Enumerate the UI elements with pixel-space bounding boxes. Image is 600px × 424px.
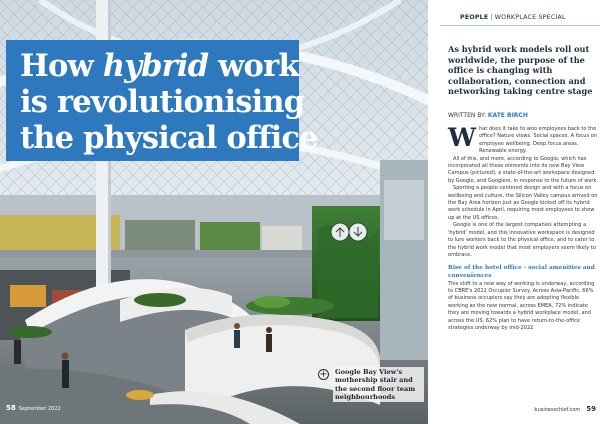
paragraph-2: All of this, and more, according to Google, which has incorporated all these elements into its new Bay View Campus (pictured), a state-of-the-art workspace designed by Google, and Googlers, in response to the future of work.: [448, 155, 599, 184]
header-rule: [440, 25, 600, 26]
right-page-number: 59: [586, 405, 596, 413]
left-folio: [6, 404, 61, 412]
headline-line-2: is revolutionising: [20, 84, 305, 120]
author-name: KATE BIRCH: [487, 112, 528, 119]
paragraph-4: Google is one of the largest companies attempting a 'hybrid' model, and this innovative workspace is designed to lure workers back to the physical office, and to cater to the hybrid work model that most employers seem likely to embrace.: [448, 222, 596, 258]
standfirst: As hybrid work models roll out worldwide, the purpose of the office is changing with collaboration, connection and networking taking centre stage: [448, 44, 593, 97]
byline-prefix: WRITTEN BY:: [448, 112, 486, 119]
left-page-number: 58: [6, 404, 16, 412]
headline-box: [6, 40, 318, 161]
drop-cap: W: [448, 123, 477, 152]
article-page: [428, 0, 600, 424]
headline-part-2: work: [208, 48, 299, 84]
article-headline: [20, 48, 318, 156]
headline-part-1: How: [20, 48, 103, 84]
paragraph-1: hat does it take to woo employees back to the office? Nature views. Social spaces. A focus on employee wellbeing. Deep focus areas. Renewable energy.: [479, 126, 598, 155]
right-folio: [534, 405, 596, 413]
section-separator: |: [490, 14, 493, 21]
subheading: Rise of the hotel office - social amenities and conveniences: [448, 265, 595, 279]
paragraph-3: Sporting a people-centered design and with a focus on wellbeing and culture, the Silicon Valley campus arrived on the Bay Area horizon just as Google kicked off its hybrid work schedule in April, requiring most employees to show up at the US offices.: [448, 185, 598, 221]
article-body: [448, 123, 599, 332]
paragraph-5: This shift to a new way of working is underway, according to CBRE's 2022 Occupier Survey. Across Asia-Pacific, 66% of business occupiers say they are adopting flexible working as the new normal, across EMEA, 72% indicate they are moving towards a hybrid workplace model, and across the US, 62% plan to have return-to-the-office strategies underway by mid-2022: [448, 280, 595, 331]
photo-caption: [318, 367, 424, 402]
section-topic: WORKPLACE SPECIAL: [494, 14, 566, 21]
website-url: businesschief.com: [534, 407, 581, 413]
issue-date: September 2022: [18, 406, 61, 412]
byline: [448, 112, 528, 119]
headline-italic-word: hybrid: [102, 48, 209, 84]
photo-caption-text: Google Bay View's mothership stair and the second floor team neighbourhoods: [333, 367, 424, 402]
section-header: [460, 14, 566, 21]
body-paragraph: [448, 123, 598, 156]
section-label: PEOPLE: [460, 14, 489, 21]
plus-circle-icon: +: [319, 369, 328, 380]
headline-line-3: the physical office: [20, 120, 318, 156]
